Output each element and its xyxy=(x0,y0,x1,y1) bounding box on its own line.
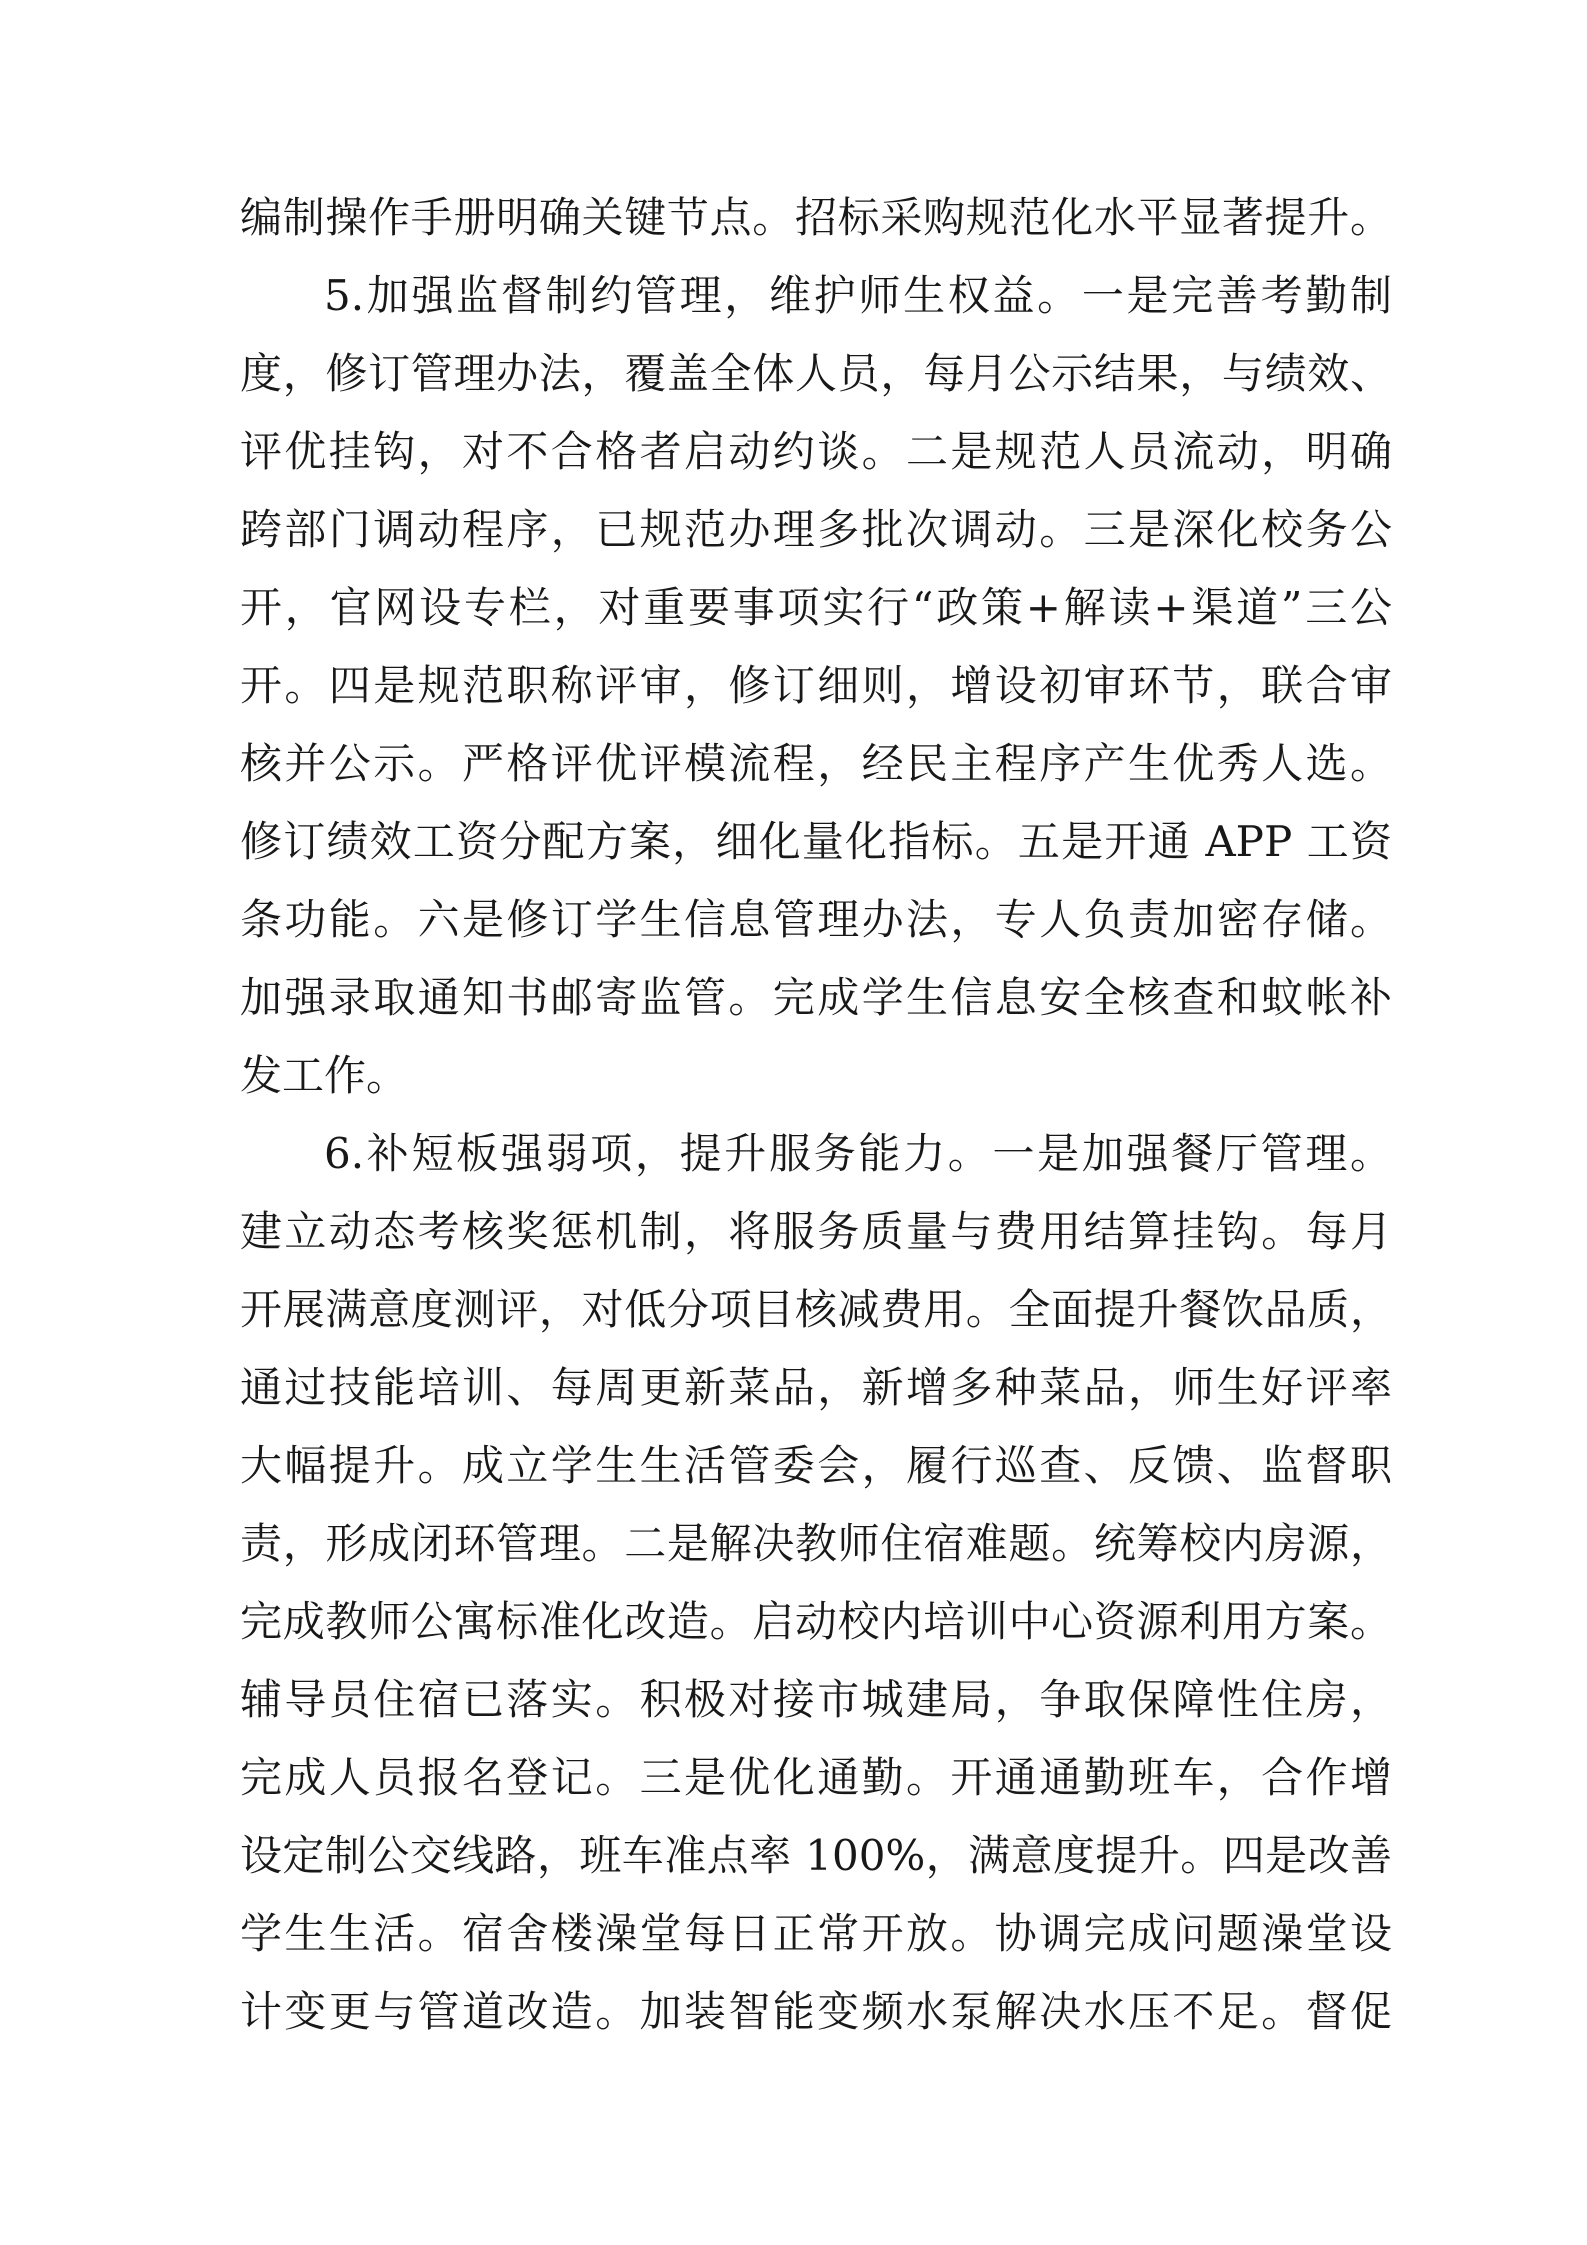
text-line: 责，形成闭环管理。二是解决教师住宿难题。统筹校内房源， xyxy=(240,1519,1392,1568)
text-line: 度，修订管理办法，覆盖全体人员，每月公示结果，与绩效、 xyxy=(240,349,1392,398)
text-line: 开。四是规范职称评审，修订细则，增设初审环节，联合审 xyxy=(240,661,1392,710)
text-line: 开展满意度测评，对低分项目核减费用。全面提升餐饮品质， xyxy=(240,1285,1392,1334)
text-line: 设定制公交线路，班车准点率 100%，满意度提升。四是改善 xyxy=(240,1831,1392,1880)
text-line: 加强录取通知书邮寄监管。完成学生信息安全核查和蚊帐补 xyxy=(240,973,1392,1022)
text-line: 5.加强监督制约管理，维护师生权益。一是完善考勤制 xyxy=(324,271,1392,320)
text-line: 通过技能培训、每周更新菜品，新增多种菜品，师生好评率 xyxy=(240,1363,1392,1412)
text-line: 大幅提升。成立学生生活管委会，履行巡查、反馈、监督职 xyxy=(240,1441,1392,1490)
text-line: 修订绩效工资分配方案，细化量化指标。五是开通 APP 工资 xyxy=(240,817,1392,866)
text-line: 发工作。 xyxy=(240,1051,409,1100)
document-text-block xyxy=(240,179,1392,2051)
text-line: 学生生活。宿舍楼澡堂每日正常开放。协调完成问题澡堂设 xyxy=(240,1909,1392,1958)
text-line: 辅导员住宿已落实。积极对接市城建局，争取保障性住房， xyxy=(240,1675,1392,1724)
text-line: 评优挂钩，对不合格者启动约谈。二是规范人员流动，明确 xyxy=(240,427,1392,476)
text-line: 完成人员报名登记。三是优化通勤。开通通勤班车，合作增 xyxy=(240,1753,1392,1802)
text-line: 6.补短板强弱项，提升服务能力。一是加强餐厅管理。 xyxy=(324,1129,1392,1178)
text-line: 跨部门调动程序，已规范办理多批次调动。三是深化校务公 xyxy=(240,505,1392,554)
text-line: 条功能。六是修订学生信息管理办法，专人负责加密存储。 xyxy=(240,895,1392,944)
text-line: 开，官网设专栏，对重要事项实行“政策+解读+渠道”三公 xyxy=(240,583,1392,632)
text-line: 计变更与管道改造。加装智能变频水泵解决水压不足。督促 xyxy=(240,1987,1392,2036)
text-line: 编制操作手册明确关键节点。招标采购规范化水平显著提升。 xyxy=(240,193,1392,242)
text-line: 核并公示。严格评优评模流程，经民主程序产生优秀人选。 xyxy=(240,739,1392,788)
text-line: 建立动态考核奖惩机制，将服务质量与费用结算挂钩。每月 xyxy=(240,1207,1392,1256)
text-line: 完成教师公寓标准化改造。启动校内培训中心资源利用方案。 xyxy=(240,1597,1392,1646)
